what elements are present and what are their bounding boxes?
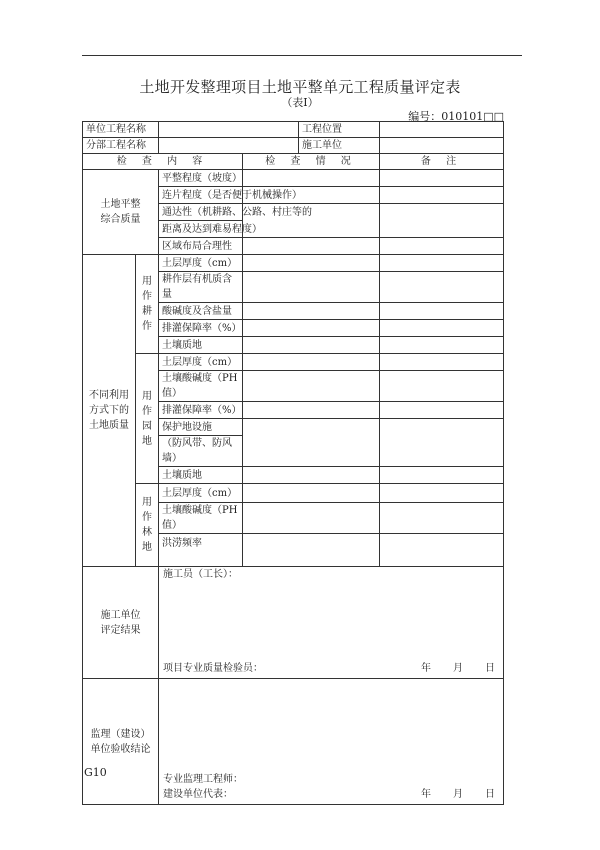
owner-rep-signature-label: 建设单位代表：	[163, 789, 233, 800]
section-label-line: 不同利用	[89, 390, 129, 401]
usage-label-char: 用	[142, 497, 152, 508]
section-label-line: 综合质量	[100, 214, 141, 225]
eval-label-line: 施工单位	[100, 609, 141, 621]
date-year: 年	[421, 789, 431, 800]
eval-date	[399, 661, 499, 676]
check-item: 土层厚度（cm）	[159, 354, 243, 371]
acceptance-label-line: 单位验收结论	[90, 743, 151, 755]
remarks-cell[interactable]	[380, 303, 504, 320]
section-label-line: 土地平整	[100, 199, 141, 210]
check-item: （防风带、防风墙）	[159, 436, 243, 467]
check-item: 洪涝频率	[159, 534, 243, 567]
table-row	[83, 354, 504, 371]
column-header-row	[83, 154, 504, 170]
remarks-cell[interactable]	[380, 467, 504, 484]
check-item: 距离及达到难易程度）	[159, 221, 243, 238]
owner-rep-signature-line	[163, 787, 499, 802]
inspector-signature-line	[163, 661, 499, 676]
acceptance-content-cell[interactable]	[159, 679, 504, 805]
check-status-cell[interactable]	[243, 534, 380, 567]
check-item: 土壤酸碱度（PH值）	[159, 503, 243, 534]
check-status-cell[interactable]	[243, 419, 380, 467]
inspector-signature-label: 项目专业质量检验员：	[163, 663, 263, 674]
usage-label-forest	[136, 484, 159, 567]
date-month: 月	[453, 663, 463, 674]
check-status-cell[interactable]	[243, 402, 380, 419]
check-status-cell[interactable]	[243, 337, 380, 354]
usage-label-char: 地	[142, 435, 152, 447]
eval-label-line: 评定结果	[100, 624, 141, 636]
remarks-cell[interactable]	[380, 371, 504, 402]
check-item: 保护地设施	[159, 419, 243, 436]
usage-label-char: 用	[142, 276, 152, 287]
remarks-cell[interactable]	[380, 204, 504, 238]
remarks-cell[interactable]	[380, 337, 504, 354]
section-label-overall-quality	[83, 170, 159, 255]
check-item: 连片程度（是否便于机械操作）	[159, 187, 243, 204]
usage-label-char: 作	[142, 512, 152, 523]
section-label-line: 土地质量	[89, 420, 129, 431]
remarks-cell[interactable]	[380, 419, 504, 467]
form-subtitle: （表Ⅰ）	[281, 96, 319, 109]
check-item: 土壤酸碱度（PH值）	[159, 371, 243, 402]
remarks-cell[interactable]	[380, 255, 504, 272]
check-status-cell[interactable]	[243, 503, 380, 534]
usage-label-orchard	[136, 354, 159, 484]
remarks-cell[interactable]	[380, 484, 504, 503]
acceptance-section-label	[83, 679, 159, 805]
check-item: 土层厚度（cm）	[159, 484, 243, 503]
usage-label-char: 地	[142, 542, 152, 553]
date-day: 日	[485, 789, 495, 800]
check-status-cell[interactable]	[243, 272, 380, 303]
remarks-cell[interactable]	[380, 503, 504, 534]
usage-label-char: 作	[142, 291, 152, 302]
construction-unit-label: 施工单位	[299, 138, 380, 154]
acceptance-row	[83, 679, 504, 805]
remarks-cell[interactable]	[380, 354, 504, 371]
remarks-cell[interactable]	[380, 320, 504, 337]
check-status-cell[interactable]	[243, 303, 380, 320]
table-row	[83, 255, 504, 272]
info-row	[83, 122, 504, 138]
column-header-content: 检 查 内 容	[83, 154, 243, 170]
check-item: 平整程度（坡度）	[159, 170, 243, 187]
check-status-cell[interactable]	[243, 255, 380, 272]
unit-project-name-value[interactable]	[159, 122, 299, 138]
quality-evaluation-table	[82, 121, 504, 805]
sub-project-name-label: 分部工程名称	[83, 138, 159, 154]
column-header-status: 检 查 情 况	[243, 154, 380, 170]
supervisor-signature-label: 专业监理工程师：	[163, 774, 243, 785]
project-location-value[interactable]	[380, 122, 504, 138]
remarks-cell[interactable]	[380, 402, 504, 419]
check-item: 土层厚度（cm）	[159, 255, 243, 272]
check-status-cell[interactable]	[243, 484, 380, 503]
info-row	[83, 138, 504, 154]
eval-content	[163, 567, 499, 678]
date-month: 月	[453, 789, 463, 800]
check-item: 耕作层有机质含量	[159, 272, 243, 303]
evaluation-row	[83, 567, 504, 679]
project-location-label: 工程位置	[299, 122, 380, 138]
section-label-line: 方式下的	[89, 405, 129, 416]
usage-label-char: 作	[142, 321, 152, 332]
acceptance-label-line: 监理（建设）	[90, 728, 151, 740]
table-row	[83, 484, 504, 503]
acceptance-date	[399, 787, 499, 802]
check-item: 通达性（机耕路、公路、村庄等的	[159, 204, 243, 221]
remarks-cell[interactable]	[380, 170, 504, 187]
table-row	[83, 170, 504, 187]
eval-section-label	[83, 567, 159, 679]
remarks-cell[interactable]	[380, 238, 504, 255]
check-item: 排灌保障率（%）	[159, 320, 243, 337]
usage-label-char: 耕	[142, 306, 152, 317]
usage-label-char: 园	[142, 420, 152, 432]
remarks-cell[interactable]	[380, 187, 504, 204]
page-code: G10	[84, 766, 107, 779]
worker-signature-label: 施工员（工长）：	[163, 569, 238, 580]
check-item: 土壤质地	[159, 337, 243, 354]
usage-label-farmland	[136, 255, 159, 354]
unit-project-name-label: 单位工程名称	[83, 122, 159, 138]
check-item: 区域布局合理性	[159, 238, 243, 255]
check-item: 土壤质地	[159, 467, 243, 484]
remarks-cell[interactable]	[380, 272, 504, 303]
column-header-remarks: 备 注	[380, 154, 504, 170]
construction-unit-value[interactable]	[380, 138, 504, 154]
check-status-cell[interactable]	[243, 320, 380, 337]
check-item: 酸碱度及含盐量	[159, 303, 243, 320]
check-status-cell[interactable]	[243, 238, 380, 255]
header-rule	[82, 55, 522, 56]
form-title: 土地开发整理项目土地平整单元工程质量评定表	[139, 78, 461, 96]
usage-label-char: 用	[142, 390, 152, 402]
check-status-cell[interactable]	[243, 170, 380, 187]
sub-project-name-value[interactable]	[159, 138, 299, 154]
doc-number: 编号：010101□□	[408, 110, 504, 123]
usage-label-char: 作	[142, 405, 152, 417]
check-status-cell[interactable]	[243, 467, 380, 484]
date-day: 日	[485, 663, 495, 674]
section-label-land-quality	[83, 255, 136, 567]
remarks-cell[interactable]	[380, 534, 504, 567]
usage-label-char: 林	[142, 527, 152, 538]
eval-content-cell[interactable]	[159, 567, 504, 679]
check-status-cell[interactable]	[243, 354, 380, 371]
check-status-cell[interactable]	[243, 371, 380, 402]
check-item: 排灌保障率（%）	[159, 402, 243, 419]
date-year: 年	[421, 663, 431, 674]
